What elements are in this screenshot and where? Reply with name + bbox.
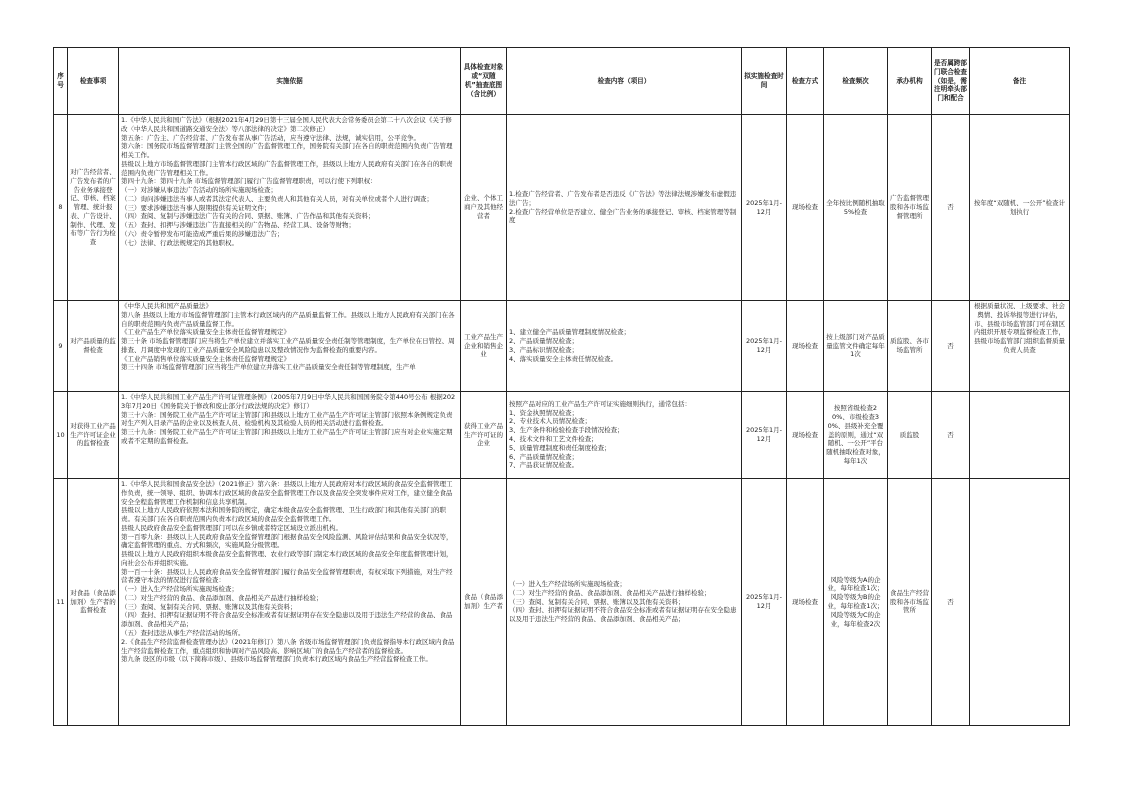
header-item: 检查事项 bbox=[68, 48, 119, 115]
header-basis: 实施依据 bbox=[119, 48, 461, 115]
basis-paragraph: （四）查封、扣押有证据证明不符合食品安全标准或者有证据证明存在安全隐患以及用于违法生产经营的食品、食品添加剂、食品相关产品； bbox=[121, 611, 453, 629]
basis-paragraph: 第三十条 市场监督管理部门应当将生产单位建立并落实工业产品质量安全责任制等管理制度，生产单位在日管控、周排查、月调度中发现的工业产品质量安全风险隐患以及整改情况作为监督检查的重要内容。 bbox=[121, 337, 455, 354]
basis-paragraph: 县级以上地方人民政府组织本级食品安全监督管理、农业行政等部门制定本行政区域的食品安全年度监督管理计划，向社会公布并组织实施。 bbox=[121, 550, 453, 567]
basis-paragraph: 1.《中华人民共和国工业产品生产许可证管理条例》（2005年7月9日中华人民共和国国务院令第440号公布 根据2023年7月20日《国务院关于修改和废止部分行政法规的决定》修订） bbox=[121, 393, 456, 410]
header-joint: 是否属跨部门联合检查（如是，需注明牵头部门和配合 bbox=[932, 48, 970, 115]
cell-agency: 质监股、各市场监管所 bbox=[888, 301, 932, 392]
header-seq: 序号 bbox=[54, 48, 68, 115]
cell-time: 2025年1月-12月 bbox=[742, 115, 787, 301]
basis-paragraph: （四）查阅、复制与涉嫌违法广告有关的合同、票据、账簿、广告作品和其他有关资料； bbox=[121, 212, 375, 221]
basis-paragraph: 《中华人民共和国产品质量法》 bbox=[121, 302, 212, 310]
cell-remark bbox=[970, 479, 1070, 726]
basis-paragraph: 县级以上地方市场监督管理部门主管本行政区域的广告监督管理工作，县级以上地方人民政府有关部门在各自的职责范围内负责广告管理相关工作。 bbox=[121, 159, 453, 177]
cell-joint: 否 bbox=[932, 392, 970, 479]
content-line: 4、落实质量安全主体责任情况检查。 bbox=[509, 354, 618, 363]
table-row bbox=[54, 115, 1070, 301]
basis-paragraph: 第一百零九条：县级以上人民政府食品安全监督管理部门根据食品安全风险监测、风险评估结果和食品安全状况等，确定监督管理的重点、方式和频次，实施风险分级管理。 bbox=[121, 532, 453, 550]
cell-basis bbox=[119, 115, 461, 301]
cell-remark bbox=[970, 392, 1070, 479]
basis-paragraph: 第三十六条：国务院工业产品生产许可证主管部门和县级以上地方工业产品生产许可证主管部门依照本条例规定负责对生产列入目录产品的企业以及核查人员、检验机构及其检验人员的相关活动进行监督检查。 bbox=[121, 410, 453, 428]
cell-method: 现场检查 bbox=[787, 115, 824, 301]
basis-paragraph: 《工业产品生产单位落实质量安全主体责任监督管理规定》 bbox=[121, 328, 290, 337]
cell-time: 2025年1月-12月 bbox=[742, 301, 787, 392]
content-line: 3、产品标识情况检查； bbox=[509, 346, 579, 354]
cell-joint: 否 bbox=[932, 115, 970, 301]
basis-paragraph: 1.《中华人民共和国广告法》（根据2021年4月29日第十三届全国人民代表大会常务委员会第二十八次会议《关于修改〈中华人民共和国道路交通安全法〉等八部法律的决定》第二次修正） bbox=[121, 116, 452, 133]
cell-seq: 11 bbox=[54, 479, 68, 726]
basis-paragraph: （三）要求涉嫌违法当事人限期提供有关证明文件； bbox=[121, 203, 271, 212]
cell-scope: 食品（食品添加剂）生产者 bbox=[461, 479, 507, 726]
cell-item: 对食品（食品添加剂）生产者的监督检查 bbox=[68, 479, 119, 726]
cell-basis bbox=[119, 392, 461, 479]
header-method: 检查方式 bbox=[787, 48, 824, 115]
content-line: 2、产品质量情况检查； bbox=[509, 337, 579, 346]
content-line: 7、产品获证情况检查。 bbox=[509, 461, 579, 470]
content-line: 1.检查广告经营者、广告发布者是否违反《广告法》等法律法规涉嫌发布虚假违法广告； bbox=[509, 189, 737, 207]
cell-frequency: 风险等级为A的企业，每年检查1次；风险等级为B的企业，每年检查1次；风险等级为C的企业，每年检查2次 bbox=[824, 479, 888, 726]
cell-seq: 9 bbox=[54, 301, 68, 392]
header-time: 拟实施检查时间 bbox=[742, 48, 787, 115]
content-line: 1、资金执照情况检查； bbox=[509, 408, 579, 417]
basis-paragraph: 2.《食品生产经营监督检查管理办法》（2021年修订）第八条 省级市场监督管理部门负责监督指导本行政区域内食品生产经营监督检查工作，重点组织和协调对产品风险高、影响区域广的食品生产经营者的监督检查。 bbox=[121, 637, 455, 655]
cell-frequency: 按照省级检查20%、市级检查30%、县级补充全覆盖的原则，通过“双随机、一公开”平台随机抽取检查对象，每年1次 bbox=[824, 392, 888, 479]
basis-paragraph: （一）对涉嫌从事违法广告活动的场所实施现场检查； bbox=[121, 186, 277, 195]
table-row bbox=[54, 479, 1070, 726]
cell-method: 现场检查 bbox=[787, 392, 824, 479]
basis-paragraph: （二）询问涉嫌违法当事人或者其法定代表人、主要负责人和其他有关人员，对有关单位或者个人进行调查； bbox=[121, 194, 433, 203]
basis-paragraph: 第三十九条：国务院工业产品生产许可证主管部门和县级以上地方工业产品生产许可证主管部门应当对企业实施定期或者不定期的监督检查。 bbox=[121, 428, 453, 445]
cell-content bbox=[507, 301, 742, 392]
header-agency: 承办机构 bbox=[888, 48, 932, 115]
content-line: 5、质量管理制度和责任制度检查； bbox=[509, 443, 611, 452]
header-content: 检查内容（项目） bbox=[507, 48, 742, 115]
content-line: 3、生产条件和检验检查手段情况检查； bbox=[509, 426, 624, 435]
content-line: 1、建立健全产品质量管理制度情况检查； bbox=[509, 328, 631, 337]
basis-paragraph: 第八条 县级以上地方市场监督管理部门主管本行政区域内的产品质量监督工作。县级以上地方人民政府有关部门在各自的职责范围内负责产品质量监督工作。 bbox=[121, 310, 455, 328]
cell-agency: 质监股 bbox=[888, 392, 932, 479]
basis-paragraph: 县级人民政府食品安全监督管理部门可以在乡镇或者特定区域设立派出机构。 bbox=[121, 523, 342, 532]
inspection-plan-table bbox=[53, 47, 1070, 726]
content-line: （三）查阅、复制有关合同、票据、账簿以及其他有关资料； bbox=[509, 597, 685, 606]
header-frequency: 检查频次 bbox=[824, 48, 888, 115]
basis-paragraph: （六）责令暂停发布可能造成严重后果的涉嫌违法广告； bbox=[121, 229, 284, 238]
cell-content bbox=[507, 479, 742, 726]
header-scope: 具体检查对象或“双随机”抽查底图（含比例） bbox=[461, 48, 507, 115]
basis-paragraph: 《工业产品销售单位落实质量安全主体责任监督管理规定》 bbox=[121, 354, 290, 363]
cell-remark: 按年度“双随机、一公开”检查计划执行 bbox=[970, 115, 1070, 301]
cell-scope: 企业、个体工商户及其他经营者 bbox=[461, 115, 507, 301]
basis-paragraph: 第九条 设区的市级（以下简称市级）、县级市场监督管理部门负责本行政区域内食品生产经营监督检查工作。 bbox=[121, 655, 432, 664]
cell-seq: 8 bbox=[54, 115, 68, 301]
content-line: （一）进入生产经营场所实施现场检查； bbox=[509, 580, 626, 589]
cell-basis bbox=[119, 301, 461, 392]
cell-agency: 广告监督管理股和各市场监督管理所 bbox=[888, 115, 932, 301]
cell-item: 对获得工业产品生产许可证企业的监督检查 bbox=[68, 392, 119, 479]
cell-joint: 否 bbox=[932, 479, 970, 726]
cell-method: 现场检查 bbox=[787, 479, 824, 726]
table-row bbox=[54, 392, 1070, 479]
basis-paragraph: （三）查阅、复制有关合同、票据、账簿以及其他有关资料； bbox=[121, 602, 297, 611]
cell-item: 对广告经营者、广告发布者的广告业务承接登记、审核、档案管理、统计报表、广告设计、制作、代理、发布等广告行为检查 bbox=[68, 115, 119, 301]
header-row bbox=[54, 48, 1070, 115]
basis-paragraph: 第一百一十条：县级以上人民政府食品安全监督管理部门履行食品安全监督管理职责，有权采取下列措施，对生产经营者遵守本法的情况进行监督检查： bbox=[121, 567, 453, 585]
content-line: 4、技术文件和工艺文件检查； bbox=[509, 435, 598, 443]
cell-frequency: 按上级部门对产品质量监管文件确定每年1次 bbox=[824, 301, 888, 392]
content-line: （二）对生产经营的食品、食品添加剂、食品相关产品进行抽样检验； bbox=[509, 588, 711, 597]
cell-agency: 食品生产经营股和各市场监管所 bbox=[888, 479, 932, 726]
cell-content bbox=[507, 392, 742, 479]
basis-paragraph: 第五条：广告主、广告经营者、广告发布者从事广告活动，应当遵守法律、法规，诚实信用，公平竞争。 bbox=[121, 133, 420, 142]
cell-time: 2025年1月-12月 bbox=[742, 479, 787, 726]
content-line: （四）查封、扣押有证据证明不符合食品安全标准或者有证据证明存在安全隐患以及用于违法生产经营的食品、食品添加剂、食品相关产品； bbox=[509, 606, 737, 624]
basis-paragraph: （五）查封、扣押与涉嫌违法广告直接相关的广告物品、经营工具、设备等财物； bbox=[121, 221, 355, 230]
header-remark: 备注 bbox=[970, 48, 1070, 115]
content-line: 2.检查广告经营单位是否建立、健全广告业务的承接登记、审核、档案管理等制度 bbox=[509, 207, 737, 225]
cell-joint: 否 bbox=[932, 301, 970, 392]
basis-paragraph: 第六条：国务院市场监督管理部门主管全国的广告监督管理工作，国务院有关部门在各自的职责范围内负责广告管理相关工作。 bbox=[121, 142, 453, 160]
cell-scope: 获得工业产品生产许可证的企业 bbox=[461, 392, 507, 479]
cell-seq: 10 bbox=[54, 392, 68, 479]
table-row bbox=[54, 301, 1070, 392]
basis-paragraph: （一）进入生产经营场所实施现场检查； bbox=[121, 585, 238, 594]
cell-item: 对产品质量的监督检查 bbox=[68, 301, 119, 392]
cell-content bbox=[507, 115, 742, 301]
basis-paragraph: 1.《中华人民共和国食品安全法》（2021修正）第六条：县级以上地方人民政府对本行政区域的食品安全监督管理工作负责，统一领导、组织、协调本行政区域的食品安全监督管理工作以及食品安全突发事件应对工作，建立健全食品安全全程监督管理工作机制和信息共享机制。 bbox=[121, 480, 453, 506]
cell-remark: 根据质量状况、上级要求、社会舆情、投诉举报等进行评估，市、县级市场监管部门可在辖区内组织开展专项监督检查工作，县级市场监管部门组织监督质量负责人员查 bbox=[970, 301, 1070, 392]
content-line: 6、产品质量情况检查； bbox=[509, 452, 579, 461]
cell-scope: 工业产品生产企业和销售企业 bbox=[461, 301, 507, 392]
basis-paragraph: （七）法律、行政法规规定的其他职权。 bbox=[121, 238, 238, 247]
basis-paragraph: 第四十九条：第四十九条 市场监督管理部门履行广告监督管理职责，可以行使下列职权： bbox=[121, 177, 377, 186]
cell-basis bbox=[119, 479, 461, 726]
basis-paragraph: 县级以上地方人民政府依照本法和国务院的规定，确定本级食品安全监督管理、卫生行政部门和其他有关部门的职责。有关部门在各自职责范围内负责本行政区域的食品安全监督管理工作。 bbox=[121, 506, 446, 524]
content-line: 2、专业技术人员情况检查； bbox=[509, 417, 592, 426]
basis-paragraph: 第三十四条 市场监督管理部门应当将生产单位建立并落实工业产品质量安全责任制等管理制度，生产单 bbox=[121, 363, 416, 372]
basis-paragraph: （二）对生产经营的食品、食品添加剂、食品相关产品进行抽样检验； bbox=[121, 593, 323, 602]
basis-paragraph: （五）查封违法从事生产经营活动的场所。 bbox=[121, 629, 245, 638]
cell-frequency: 全年按比例随机抽取5%检查 bbox=[824, 115, 888, 301]
cell-time: 2025年1月-12月 bbox=[742, 392, 787, 479]
inspection-plan-sheet bbox=[53, 47, 1069, 726]
content-line: 按照产品对应的工业产品生产许可证实施细则执行，通常包括： bbox=[509, 399, 691, 408]
cell-method: 现场检查 bbox=[787, 301, 824, 392]
